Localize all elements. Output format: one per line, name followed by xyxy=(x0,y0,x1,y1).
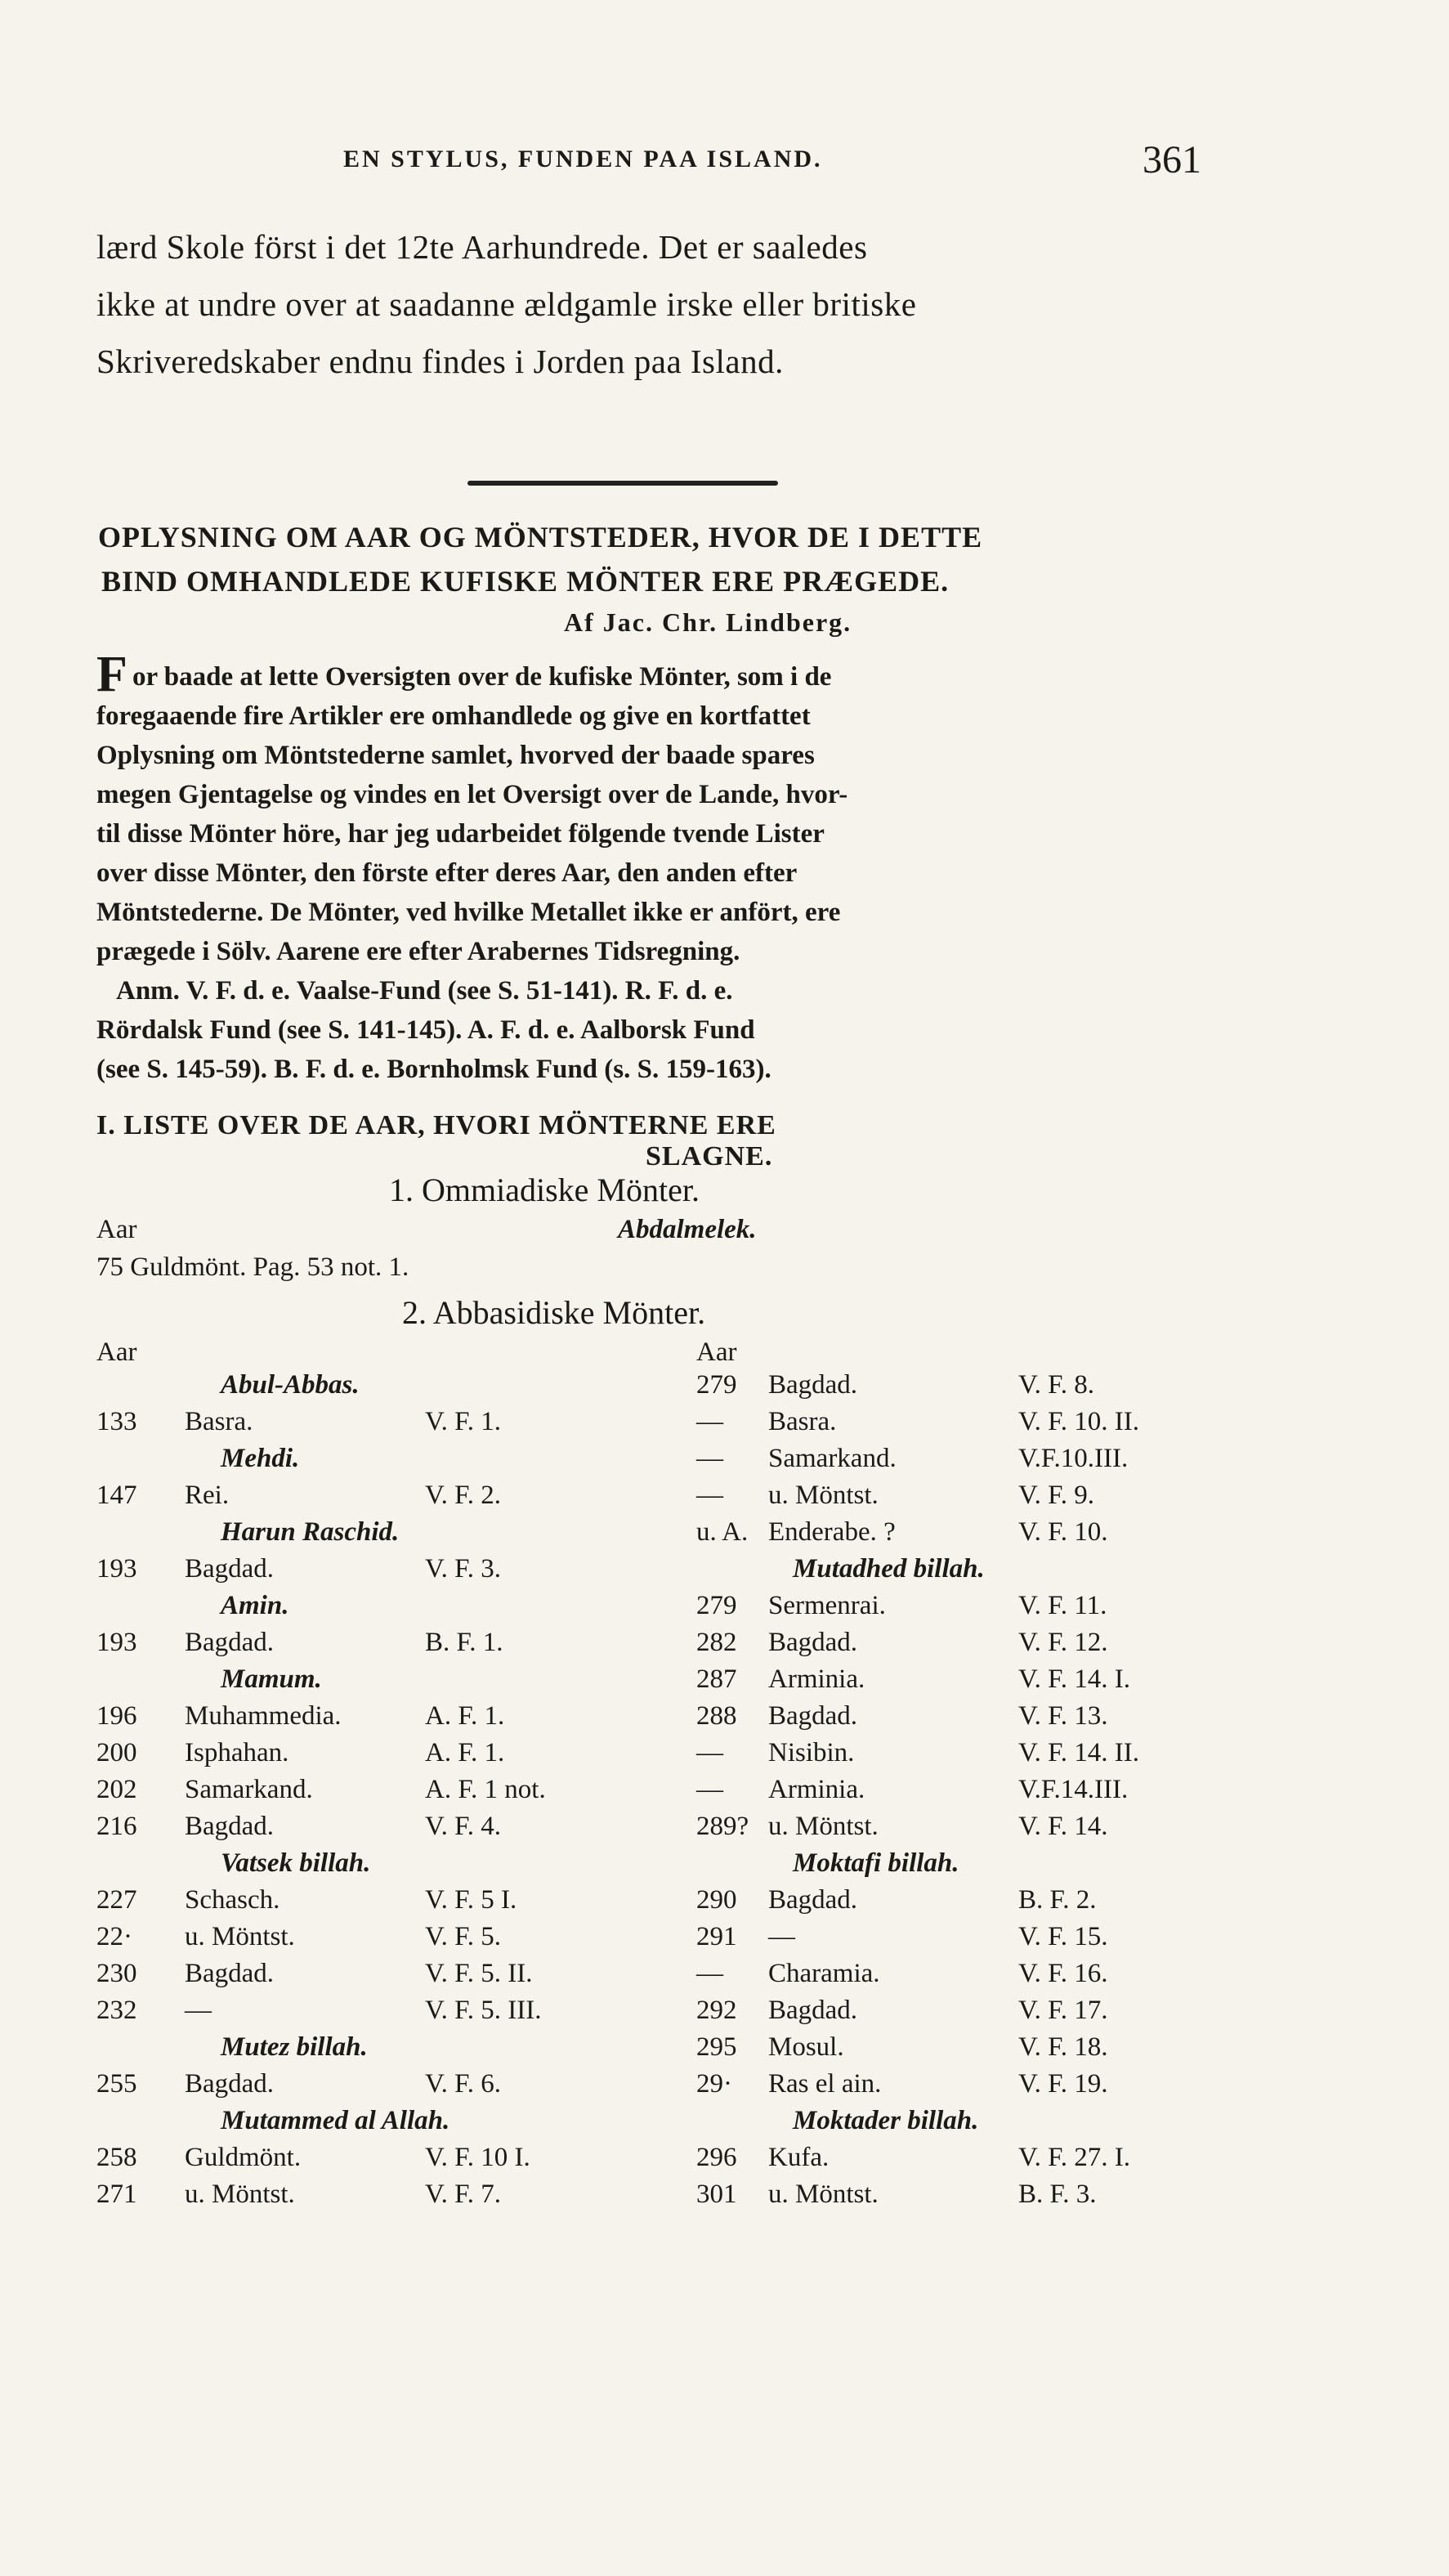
entry-place: Bagdad. xyxy=(185,1812,275,1841)
ruler-name: Mamum. xyxy=(221,1664,322,1694)
entry-reference: V. F. 5. III. xyxy=(425,1996,542,2025)
entry-year: — xyxy=(696,1775,723,1804)
entry-year: 292 xyxy=(696,1996,737,2025)
entry-place: Basra. xyxy=(185,1407,253,1436)
entry-reference: V. F. 6. xyxy=(425,2069,502,2099)
entry-reference: V. F. 27. I. xyxy=(1018,2143,1131,2172)
entry-reference: B. F. 3. xyxy=(1018,2180,1097,2209)
entry-year: 227 xyxy=(96,1885,137,1915)
list-heading: SLAGNE. xyxy=(646,1141,773,1172)
entry-year: 279 xyxy=(696,1370,737,1400)
entry-year: 202 xyxy=(96,1775,137,1804)
entry-reference: V. F. 9. xyxy=(1018,1481,1095,1510)
entry-reference: V. F. 19. xyxy=(1018,2069,1108,2099)
aar-label: Aar xyxy=(696,1337,737,1367)
entry-year: — xyxy=(696,1444,723,1473)
entry-place: Charamia. xyxy=(768,1959,880,1988)
body-line: over disse Mönter, den förste efter deres Aar, den anden efter xyxy=(96,858,798,888)
entry-place: Ras el ain. xyxy=(768,2069,882,2099)
entry-place: Bagdad. xyxy=(768,1701,858,1731)
entry-reference: V. F. 18. xyxy=(1018,2032,1108,2062)
entry-year: — xyxy=(696,1959,723,1988)
entry-year: 291 xyxy=(696,1922,737,1951)
ruler-name: Abdalmelek. xyxy=(618,1215,757,1244)
entry-year: 193 xyxy=(96,1554,137,1584)
entry-reference: V.F.14.III. xyxy=(1018,1775,1129,1804)
entry-place: Muhammedia. xyxy=(185,1701,342,1731)
entry-reference: V. F. 17. xyxy=(1018,1996,1108,2025)
aar-label: Aar xyxy=(96,1215,137,1244)
entry-reference: V. F. 5. II. xyxy=(425,1959,533,1988)
entry-place: Guldmönt. xyxy=(185,2143,302,2172)
intro-line: lærd Skole först i det 12te Aarhundrede. Det er saaledes xyxy=(96,228,868,266)
entry-year: 133 xyxy=(96,1407,137,1436)
entry-place: u. Möntst. xyxy=(768,2180,879,2209)
entry-reference: V. F. 5. xyxy=(425,1922,502,1951)
entry-place: Enderabe. ? xyxy=(768,1517,896,1547)
body-line: (see S. 145-59). B. F. d. e. Bornholmsk Fund (s. S. 159-163). xyxy=(96,1055,771,1084)
body-line: Möntstederne. De Mönter, ved hvilke Metallet ikke er anfört, ere xyxy=(96,898,841,927)
entry-year: 282 xyxy=(696,1628,737,1657)
entry-place: u. Möntst. xyxy=(768,1812,879,1841)
entry-reference: V. F. 11. xyxy=(1018,1591,1107,1620)
entry-place: — xyxy=(768,1922,795,1951)
article-title-line: BIND OMHANDLEDE KUFISKE MÖNTER ERE PRÆGEDE. xyxy=(101,565,950,598)
entry-year: 258 xyxy=(96,2143,137,2172)
ruler-name: Harun Raschid. xyxy=(221,1517,400,1547)
entry-reference: A. F. 1. xyxy=(425,1738,505,1767)
list-entry: 75 Guldmönt. Pag. 53 not. 1. xyxy=(96,1252,409,1282)
entry-year: 296 xyxy=(696,2143,737,2172)
entry-place: Isphahan. xyxy=(185,1738,289,1767)
entry-reference: V. F. 1. xyxy=(425,1407,502,1436)
body-line: til disse Mönter höre, har jeg udarbeidet fölgende tvende Lister xyxy=(96,819,825,849)
entry-year: — xyxy=(696,1738,723,1767)
entry-place: Bagdad. xyxy=(768,1628,858,1657)
entry-year: 289? xyxy=(696,1812,749,1841)
author: Af Jac. Chr. Lindberg. xyxy=(564,607,852,637)
entry-place: Samarkand. xyxy=(768,1444,897,1473)
entry-reference: B. F. 2. xyxy=(1018,1885,1097,1915)
entry-reference: V. F. 15. xyxy=(1018,1922,1108,1951)
entry-year: 288 xyxy=(696,1701,737,1731)
entry-year: u. A. xyxy=(696,1517,749,1547)
entry-place: Nisibin. xyxy=(768,1738,855,1767)
ruler-name: Mutammed al Allah. xyxy=(221,2106,450,2135)
entry-place: u. Möntst. xyxy=(185,2180,295,2209)
body-line: megen Gjentagelse og vindes en let Oversigt over de Lande, hvor- xyxy=(96,780,848,809)
entry-place: Bagdad. xyxy=(185,1959,275,1988)
entry-place: Bagdad. xyxy=(768,1370,858,1400)
separator-rule xyxy=(467,481,778,486)
entry-reference: V.F.10.III. xyxy=(1018,1444,1129,1473)
entry-reference: B. F. 1. xyxy=(425,1628,503,1657)
entry-place: — xyxy=(185,1996,212,2025)
entry-reference: V. F. 16. xyxy=(1018,1959,1108,1988)
entry-place: Mosul. xyxy=(768,2032,844,2062)
entry-place: Basra. xyxy=(768,1407,837,1436)
entry-place: Bagdad. xyxy=(768,1885,858,1915)
entry-reference: V. F. 10. xyxy=(1018,1517,1108,1547)
entry-place: u. Möntst. xyxy=(768,1481,879,1510)
aar-label: Aar xyxy=(96,1337,137,1367)
ruler-name: Moktader billah. xyxy=(793,2106,979,2135)
entry-reference: V. F. 14. I. xyxy=(1018,1664,1131,1694)
entry-year: 29· xyxy=(696,2069,732,2099)
body-line: Anm. V. F. d. e. Vaalse-Fund (see S. 51-141). R. F. d. e. xyxy=(116,976,733,1006)
entry-reference: V. F. 10. II. xyxy=(1018,1407,1140,1436)
entry-reference: V. F. 10 I. xyxy=(425,2143,530,2172)
ruler-name: Mehdi. xyxy=(221,1444,300,1473)
entry-place: Schasch. xyxy=(185,1885,280,1915)
entry-place: Kufa. xyxy=(768,2143,830,2172)
entry-reference: V. F. 13. xyxy=(1018,1701,1108,1731)
list-heading: I. LISTE OVER DE AAR, HVORI MÖNTERNE ERE xyxy=(96,1110,776,1140)
ruler-name: Vatsek billah. xyxy=(221,1848,371,1878)
intro-line: Skriveredskaber endnu findes i Jorden paa Island. xyxy=(96,343,784,380)
body-line: or baade at lette Oversigten over de kufiske Mönter, som i de xyxy=(132,662,832,692)
ruler-name: Amin. xyxy=(221,1591,289,1620)
entry-place: Sermenrai. xyxy=(768,1591,886,1620)
entry-year: — xyxy=(696,1481,723,1510)
intro-line: ikke at undre over at saadanne ældgamle irske eller britiske xyxy=(96,285,917,323)
entry-year: 232 xyxy=(96,1996,137,2025)
entry-reference: V. F. 2. xyxy=(425,1481,502,1510)
entry-year: 279 xyxy=(696,1591,737,1620)
body-line: Rördalsk Fund (see S. 141-145). A. F. d. e. Aalborsk Fund xyxy=(96,1015,755,1045)
entry-reference: V. F. 14. xyxy=(1018,1812,1108,1841)
ruler-name: Mutez billah. xyxy=(221,2032,368,2062)
entry-place: Bagdad. xyxy=(768,1996,858,2025)
body-line: prægede i Sölv. Aarene ere efter Arabernes Tidsregning. xyxy=(96,937,740,966)
entry-year: 290 xyxy=(696,1885,737,1915)
entry-year: 271 xyxy=(96,2180,137,2209)
entry-place: u. Möntst. xyxy=(185,1922,295,1951)
entry-reference: V. F. 5 I. xyxy=(425,1885,517,1915)
page-number: 361 xyxy=(1143,138,1201,181)
entry-year: 147 xyxy=(96,1481,137,1510)
entry-place: Samarkand. xyxy=(185,1775,313,1804)
entry-year: 22· xyxy=(96,1922,132,1951)
running-header: EN STYLUS, FUNDEN PAA ISLAND. xyxy=(343,146,823,172)
entry-reference: V. F. 7. xyxy=(425,2180,502,2209)
entry-year: 255 xyxy=(96,2069,137,2099)
body-line: foregaaende fire Artikler ere omhandlede og give en kortfattet xyxy=(96,701,811,731)
article-title-line: OPLYSNING OM AAR OG MÖNTSTEDER, HVOR DE I DETTE xyxy=(98,521,983,553)
entry-place: Arminia. xyxy=(768,1775,865,1804)
entry-place: Bagdad. xyxy=(185,1628,275,1657)
entry-reference: V. F. 14. II. xyxy=(1018,1738,1140,1767)
entry-reference: V. F. 3. xyxy=(425,1554,502,1584)
entry-year: 216 xyxy=(96,1812,137,1841)
entry-year: 287 xyxy=(696,1664,737,1694)
entry-reference: V. F. 4. xyxy=(425,1812,502,1841)
entry-reference: V. F. 12. xyxy=(1018,1628,1108,1657)
entry-reference: A. F. 1 not. xyxy=(425,1775,546,1804)
entry-year: — xyxy=(696,1407,723,1436)
entry-year: 200 xyxy=(96,1738,137,1767)
entry-place: Rei. xyxy=(185,1481,230,1510)
entry-year: 196 xyxy=(96,1701,137,1731)
entry-reference: A. F. 1. xyxy=(425,1701,505,1731)
ruler-name: Moktafi billah. xyxy=(793,1848,959,1878)
entry-place: Bagdad. xyxy=(185,1554,275,1584)
entry-year: 301 xyxy=(696,2180,737,2209)
entry-place: Arminia. xyxy=(768,1664,865,1694)
section-heading: 1. Ommiadiske Mönter. xyxy=(389,1172,700,1208)
drop-cap: F xyxy=(96,647,127,702)
section-heading: 2. Abbasidiske Mönter. xyxy=(402,1294,706,1331)
entry-year: 193 xyxy=(96,1628,137,1657)
entry-year: 295 xyxy=(696,2032,737,2062)
ruler-name: Abul-Abbas. xyxy=(221,1370,360,1400)
entry-year: 230 xyxy=(96,1959,137,1988)
entry-place: Bagdad. xyxy=(185,2069,275,2099)
ruler-name: Mutadhed billah. xyxy=(793,1554,985,1584)
entry-reference: V. F. 8. xyxy=(1018,1370,1095,1400)
body-line: Oplysning om Möntstederne samlet, hvorved der baade spares xyxy=(96,741,815,770)
